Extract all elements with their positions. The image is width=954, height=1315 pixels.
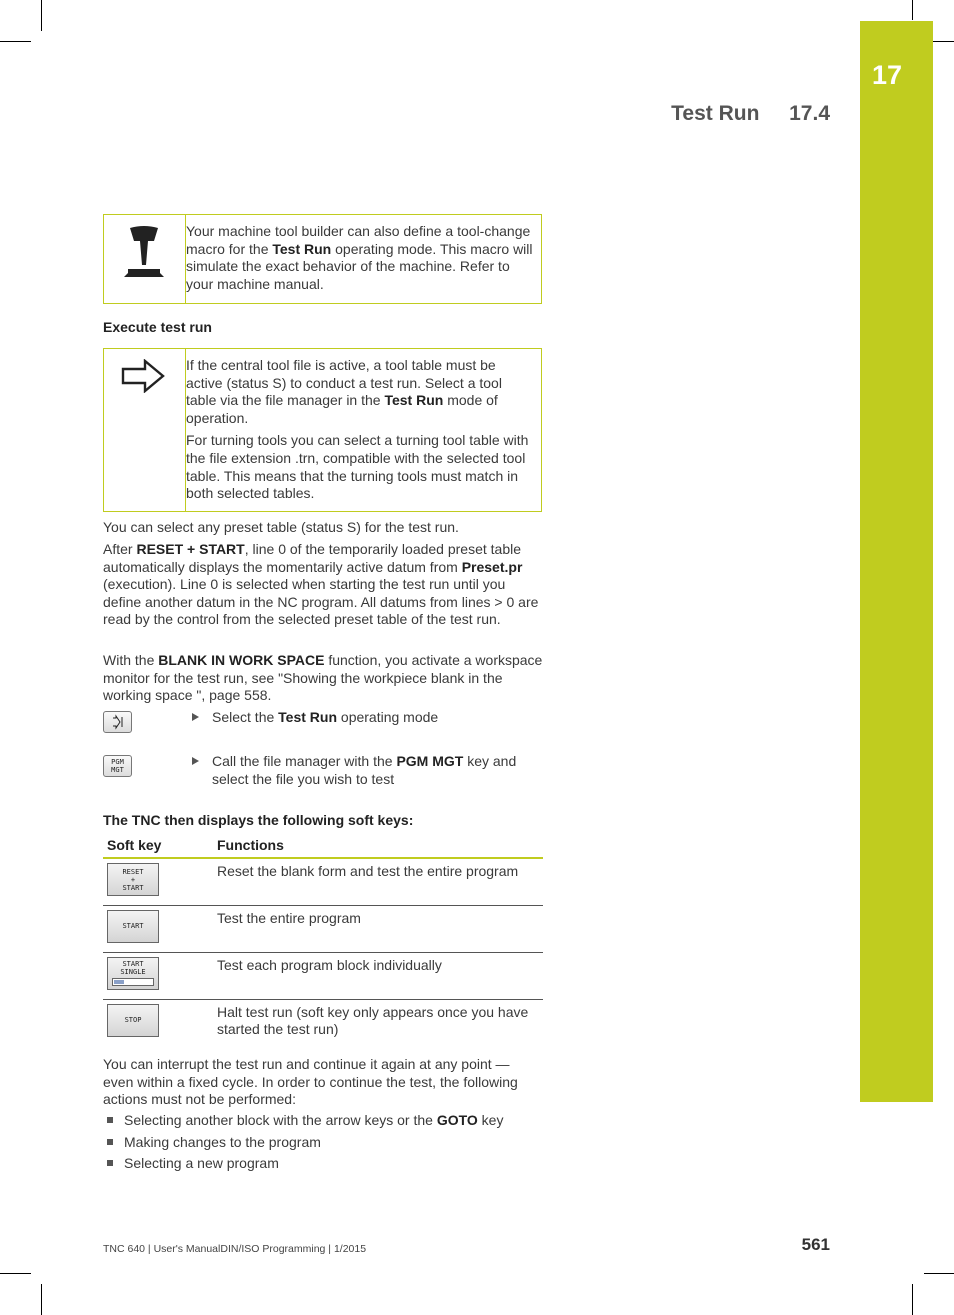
chapter-number: 17 xyxy=(872,60,903,90)
test-run-key-glyph xyxy=(104,712,131,732)
reset-start-softkey[interactable]: RESET + START xyxy=(107,863,159,896)
step-select-test-run: Select the Test Run operating mode xyxy=(192,709,537,727)
crop-mark xyxy=(912,0,913,20)
softkeys-heading: The TNC then displays the following soft keys: xyxy=(103,812,414,828)
function-cell: Test each program block individually xyxy=(213,952,543,999)
execute-heading: Execute test run xyxy=(103,319,212,335)
function-cell: Test the entire program xyxy=(213,905,543,952)
pgm-mgt-key-label: PGM MGT xyxy=(111,758,124,774)
crop-mark xyxy=(912,1284,913,1315)
function-cell: Halt test run (soft key only appears once you have started the test run) xyxy=(217,1003,529,1038)
note-arrow-box xyxy=(103,348,542,512)
table-row xyxy=(103,952,543,999)
page-number: 561 xyxy=(801,1235,830,1254)
crop-mark xyxy=(924,1273,954,1274)
table-row xyxy=(103,999,543,1046)
para-interrupt: You can interrupt the test run and continue it again at any point — even within a fixed cycle. In order to continue the test, the following actions must not be performed: xyxy=(103,1056,518,1108)
bullet-square-icon xyxy=(107,1139,113,1145)
crop-mark xyxy=(41,1284,42,1315)
bullet-square-icon xyxy=(107,1160,113,1166)
single-block-bar-icon xyxy=(112,978,154,986)
col-softkey: Soft key xyxy=(103,835,213,858)
crop-mark xyxy=(0,1273,31,1274)
footer-text: TNC 640 | User's ManualDIN/ISO Programming | 1/2015 xyxy=(103,1243,367,1255)
list-item: Making changes to the program xyxy=(103,1134,543,1156)
bullet-square-icon xyxy=(107,1117,113,1123)
note-arrow-text: If the central tool file is active, a tool table must be active (status S) to conduct a test run. Select a tool table via the file manager in the Test Run mode of operation. For turning tools you can select a turning tool table with the file extension .trn, compatible with the selected tool table. This means that the turning tools must match in both selected tables. xyxy=(186,357,529,502)
section-header xyxy=(671,102,830,126)
start-softkey[interactable]: START xyxy=(107,910,159,943)
pgm-mgt-key-icon[interactable] xyxy=(103,755,132,777)
para-after: After RESET + START, line 0 of the temporarily loaded preset table automatically displays the momentarily active datum from Preset.pr (execution). Line 0 is selected when starting the test run until you define another datum in the NC program. All datums from lines > 0 are read by the control from the selected preset table of the test run. xyxy=(103,541,539,628)
step-call-file-manager: Call the file manager with the PGM MGT key and select the file you wish to test xyxy=(192,753,537,788)
list-item: Selecting a new program xyxy=(103,1155,543,1177)
softkey-table xyxy=(103,835,543,1046)
note-arrow-icon-cell xyxy=(104,349,186,511)
arrow-right-icon xyxy=(121,359,165,393)
start-single-softkey[interactable]: START SINGLE xyxy=(107,957,159,990)
section-title: Test Run xyxy=(671,102,760,125)
col-functions: Functions xyxy=(213,835,543,858)
chapter-tab xyxy=(860,21,933,1102)
table-row xyxy=(103,905,543,952)
para-preset: You can select any preset table (status S) for the test run. xyxy=(103,519,459,535)
para-blank: With the BLANK IN WORK SPACE function, you activate a workspace monitor for the test run, see "Showing the workpiece blank in the working space ", page 558. xyxy=(103,652,543,704)
table-row xyxy=(103,858,543,905)
crop-mark xyxy=(41,0,42,31)
list-item: Selecting another block with the arrow keys or the GOTO key xyxy=(103,1112,543,1134)
machine-tool-icon xyxy=(124,225,164,283)
note-machine-box xyxy=(103,214,542,304)
note-machine-text: Your machine tool builder can also define a tool-change macro for the Test Run operating mode. This macro will simulate the exact behavior of the machine. Refer to your machine manual. xyxy=(186,223,533,292)
section-number: 17.4 xyxy=(789,102,830,125)
bullet-list xyxy=(103,1112,543,1177)
crop-mark xyxy=(0,41,31,42)
function-cell: Reset the blank form and test the entire program xyxy=(213,858,543,905)
step-arrow-icon xyxy=(192,713,199,721)
step-arrow-icon xyxy=(192,757,199,765)
stop-softkey[interactable]: STOP xyxy=(107,1004,159,1037)
test-run-mode-key-icon[interactable] xyxy=(103,711,132,733)
note-machine-icon-cell xyxy=(104,215,186,303)
